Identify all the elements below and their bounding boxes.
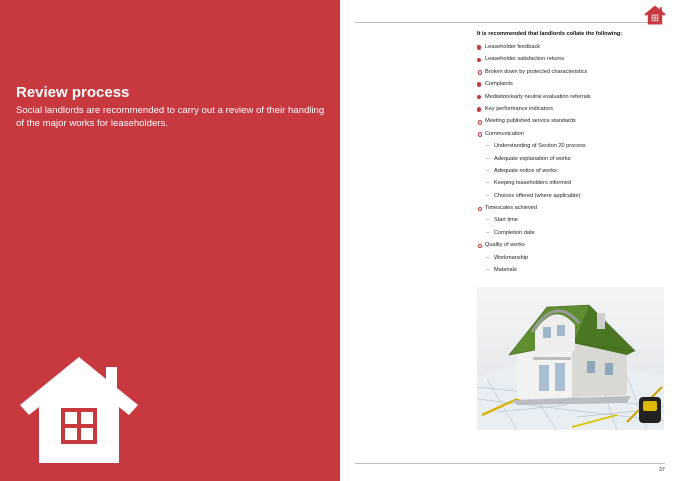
list-item: – Completion date [486, 229, 535, 236]
list-item: – Adequate explanation of works [486, 155, 571, 162]
section-title: Review process [16, 84, 130, 101]
circle-bullet-icon [478, 132, 483, 137]
dash-icon: – [486, 155, 490, 162]
circle-bullet-icon [478, 70, 483, 75]
dash-icon: – [486, 180, 490, 187]
list-item: Meeting published service standards [477, 118, 667, 125]
bullet-icon [477, 58, 481, 62]
circle-bullet-icon [478, 120, 483, 125]
right-panel [340, 0, 680, 481]
section-description: Social landlords are recommended to carry out a review of their handling of the major works for leaseholders. [16, 105, 325, 129]
dash-icon: – [486, 254, 490, 261]
list-intro: It is recommended that landlords collate the following: [477, 31, 623, 37]
list-item: Communication [477, 131, 667, 138]
bullet-icon [477, 107, 481, 111]
recommendations-list [477, 31, 667, 279]
list-item: Quality of works [477, 242, 667, 249]
bullet-icon [477, 45, 481, 49]
dash-icon: – [486, 167, 490, 174]
circle-bullet-icon [478, 207, 483, 212]
list-item: – Start time [486, 217, 518, 224]
list-item: Key performance indicators [477, 106, 667, 113]
dash-icon: – [486, 143, 490, 150]
dash-icon: – [486, 229, 490, 236]
page-number: 37 [658, 467, 665, 473]
dash-icon: – [486, 217, 490, 224]
list-item: Timescales achieved [477, 205, 667, 212]
list-item: – Adequate notice of works [486, 167, 557, 174]
list-item: – Keeping leaseholders informed [486, 180, 572, 187]
bullet-icon [477, 82, 481, 86]
dash-icon: – [486, 267, 490, 274]
list-item: Complaints [477, 81, 667, 88]
house-model-image [477, 287, 664, 430]
list-item: – Materials [486, 267, 517, 274]
header-divider [355, 22, 658, 23]
bullet-icon [477, 95, 481, 99]
dash-icon: – [486, 192, 490, 199]
list-item: – Workmanship [486, 254, 529, 261]
list-item: – Choices offered (where applicable) [486, 192, 581, 199]
footer-divider [355, 463, 665, 464]
house-icon [644, 5, 666, 25]
list-item: Mediation/early neutral evaluation referrals [477, 94, 667, 101]
house-icon [18, 355, 140, 465]
list-item: Broken down by protected characteristics [477, 69, 667, 76]
circle-bullet-icon [478, 244, 483, 249]
list-item: Leaseholder satisfaction returns [477, 56, 667, 63]
list-item: Leaseholder feedback [477, 44, 667, 51]
list-item: – Understanding of Section 20 process [486, 143, 586, 150]
